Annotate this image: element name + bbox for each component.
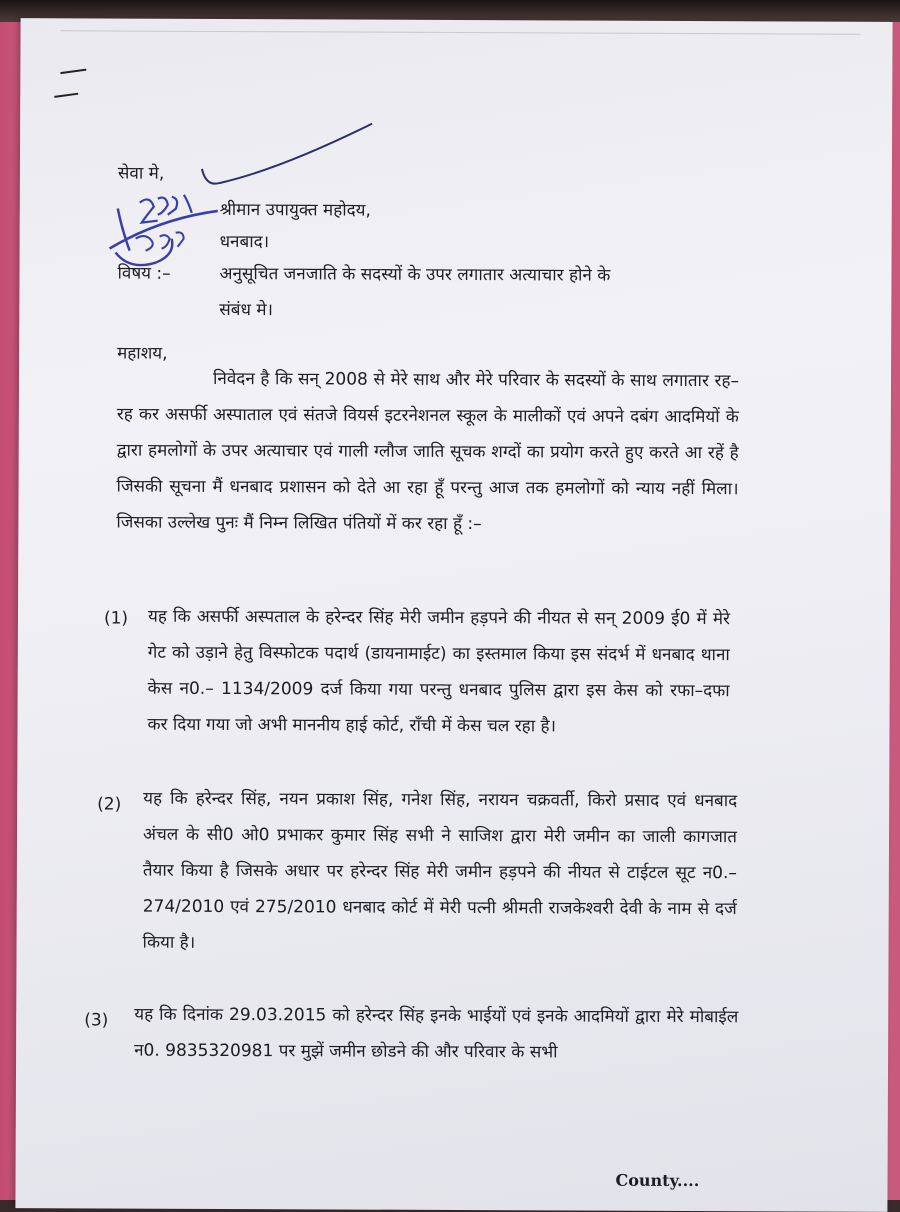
point-text: यह कि असर्फी अस्पताल के हरेन्दर सिंह मेरी जमीन हड़पने की नीयत से सन् 2009 ई0 में मेरे गेट को उड़ाने हेतु विस्फोटक पदार्थ (डायनामाईट) का इस्तमाल किया इस संदर्भ में धनबाद थाना केस न0.– 1134/2009 दर्ज किया गया परन्तु धनबाद पुलिस द्वारा इस केस को रफा–दफा कर दिया गया जो अभी माननीय हाई कोर्ट, राँची में केस चल रहा है। — [147, 606, 731, 737]
subject-label: विषय :– — [117, 263, 171, 284]
point-number: (2) — [97, 794, 122, 815]
point-text: यह कि दिनांक 29.03.2015 को हरेन्दर सिंह इनके भाईयों एवं इनके आदमियों द्वारा मेरे मोबाईल न0. 9835320981 पर मुझें जमीन छोडने की और परिवार के सभी — [134, 1004, 739, 1063]
greeting: महाशय, — [117, 343, 168, 364]
place: धनबाद। — [219, 231, 270, 253]
salutation-to: सेवा मे, — [117, 163, 165, 184]
intro-paragraph: निवेदन है कि सन् 2008 से मेरे साथ और मेरे परिवार के सदस्यों के साथ लगातार रह–रह कर असर्फी अस्पाताल एवं संतजे वियर्स इटरनेशनल स्कूल के मालीकों एवं अपने दबंग आदमियों के द्वारा हमलोगों के उपर अत्याचार एवं गाली ग्लौज जाति सूचक शग्दों का प्रयोग करते हुए करते आ रहें है जिसकी सूचना मैं धनबाद प्रशासन को देते आ रहा हूँ परन्तु आज तक हमलोगों को न्याय नहीं मिला। जिसका उल्लेख पुनः मैं निम्न लिखित पंतियों में कर रहा हूँ :– — [116, 368, 740, 535]
point-text: यह कि हरेन्दर सिंह, नयन प्रकाश सिंह, गनेश सिंह, नरायन चक्रवर्ती, किरो प्रसाद एवं धनबाद अंचल के सी0 ओ0 प्रभाकर कुमार सिंह सभी ने साजिश द्वारा मेरी जमीन का जाली कागजात तैयार किया है जिसके अधार पर हरेन्दर सिंह मेरी जमीन हड़पने की नीयत से टाईटल सूट न0.–274/2010 एवं 275/2010 धनबाद कोर्ट में मेरी पत्नी श्रीमती राजकेश्वरी देवी के नाम से दर्ज किया है। — [142, 788, 738, 953]
point-number: (1) — [103, 608, 129, 629]
document-page — [15, 18, 892, 1212]
subject-line-2: संबंध मे। — [219, 299, 274, 321]
page-footer: County.... — [615, 1170, 700, 1191]
subject-line-1: अनुसूचित जनजाति के सदस्यों के उपर लगातार अत्याचार होने के — [219, 263, 611, 286]
addressee: श्रीमान उपायुक्त महोदय, — [219, 199, 371, 221]
point-number: (3) — [84, 1010, 109, 1031]
